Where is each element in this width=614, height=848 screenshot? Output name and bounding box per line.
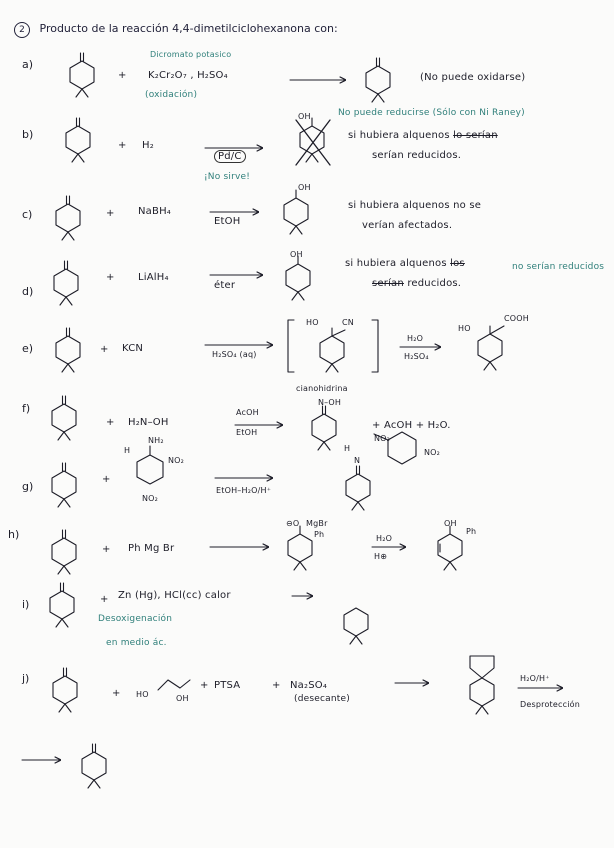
f-cond-top: AcOH [236,408,259,417]
b-product-oh: OH [298,112,311,121]
j-reagent2-note: (desecante) [294,694,350,704]
d-note1: si hubiera alquenos los [345,258,465,269]
g-conditions: EtOH–H₂O/H⁺ [216,486,272,495]
g-plus: + [102,474,111,485]
b-catalyst: Pd/C [214,150,246,163]
h-step2-top: H₂O [376,534,393,543]
c-reactant-structure [56,196,80,240]
d-product-oh: OH [290,250,303,259]
g-reagent-no2-a: NO₂ [168,456,185,465]
d-reagent: LiAlH₄ [138,272,169,283]
e-int-ho: HO [306,318,319,327]
e-product-structure [478,326,502,370]
g-product-no2-a: NO₂ [374,434,391,443]
j-dioxolane-ring [470,656,494,678]
b-note2: serían reducidos. [372,150,462,161]
e-brackets [288,320,378,372]
h-intermediate-structure [288,526,312,570]
f-label: f) [22,402,31,415]
h-int-o: ⊖O [286,519,300,528]
d-reactant-structure [54,261,78,305]
g-product-n: N [354,456,361,465]
a-label: a) [22,58,34,71]
g-product-h: H [344,444,351,453]
i-note1: Desoxigenación [98,614,173,624]
j-diol-chain [158,680,190,690]
h-step2-bottom: H⊕ [374,552,388,561]
a-plus: + [118,70,127,81]
j-label: j) [22,672,30,685]
d-label: d) [22,285,34,298]
j-plus1: + [112,688,121,699]
a-product-structure [366,58,390,102]
f-reagent: H₂N–OH [128,417,169,428]
h-int-ph: Ph [314,530,325,539]
exercise-number: 2 [14,22,30,38]
d-solvent: éter [214,280,236,291]
c-solvent: EtOH [214,216,241,227]
c-product-oh: OH [298,183,311,192]
h-reagent: Ph Mg Br [128,543,175,554]
g-hydrazine-ring [137,446,163,484]
h-reactant-structure [52,530,76,574]
h-int-mgbr: MgBr [306,519,328,528]
e-cn-bond [332,330,345,336]
f-product-structure [312,414,336,450]
e-conditions: H₂SO₄ (aq) [212,350,257,359]
f-product-noh: N–OH [318,398,342,407]
j-reactant-structure [53,668,77,712]
b-label: b) [22,128,34,141]
a-reactant-structure [70,53,94,97]
e-int-name: cianohidrina [296,384,348,393]
c-note1: si hubiera alquenos no se [348,200,482,211]
c-reagent: NaBH₄ [138,206,171,217]
g-label: g) [22,480,34,493]
h-plus: + [102,544,111,555]
b-plus: + [118,140,127,151]
b-note-green: No puede reducirse (Sólo con Ni Raney) [338,108,525,118]
e-step2-top: H₂O [407,334,424,343]
j-plus2: + [200,680,209,691]
e-plus: + [100,344,109,355]
e-reagent: KCN [122,343,144,354]
h-product-structure [438,526,462,570]
i-plus: + [100,594,109,605]
c-label: c) [22,208,33,221]
j-plus3: + [272,680,281,691]
i-reagent: Zn (Hg), HCl(cc) calor [118,590,231,601]
d-plus: + [106,272,115,283]
e-product-ho: HO [458,324,471,333]
d-product-structure [286,256,310,300]
b-reagent: H₂ [142,140,154,151]
c-product-structure [284,190,308,234]
f-plus: + [106,417,115,428]
f-byproducts: + AcOH + H₂O. [372,420,451,431]
a-note: (oxidación) [145,90,198,100]
c-note2: verían afectados. [362,220,453,231]
j-reagent1: PTSA [214,680,241,691]
f-cn-double-bond [323,406,326,414]
c-plus: + [106,208,115,219]
i-label: i) [22,598,30,611]
e-step2-bottom: H₂SO₄ [404,352,429,361]
h-label: h) [8,528,20,541]
e-label: e) [22,342,34,355]
i-product-structure [344,608,368,644]
d-note-green: no serían reducidos [512,262,605,272]
e-int-cn: CN [342,318,354,327]
b-catalyst-note: ¡No sirve! [204,172,251,182]
g-product-no2-b: NO₂ [424,448,441,457]
g-cn-double-bond [357,466,360,474]
title-text: Producto de la reacción 4,4-dimetilciclohexanona con: [39,22,338,35]
j-ketal-structure [470,678,494,714]
j-diol-right: OH [176,694,189,703]
final-product-structure [82,744,106,788]
e-reactant-structure [56,328,80,372]
g-reagent-nh2: NH₂ [148,436,164,445]
b-note1: si hubiera alquenos lo serían [348,130,498,141]
f-cond-bottom: EtOH [236,428,258,437]
j-reagent2: Na₂SO₄ [290,680,328,691]
h-product-ph: Ph [466,527,477,536]
i-reactant-structure [50,583,74,627]
j-diol-left: HO [136,690,149,699]
a-result: (No puede oxidarse) [420,72,526,83]
j-step2-top: H₂O/H⁺ [520,674,550,683]
g-reagent-no2-b: NO₂ [142,494,159,503]
g-product-left-ring [346,474,370,510]
h-product-oh: OH [444,519,457,528]
d-note2: serían reducidos. [372,278,462,289]
e-product-cooh: COOH [504,314,529,323]
a-reagent: K₂Cr₂O₇ , H₂SO₄ [148,70,228,81]
f-reactant-structure [52,396,76,440]
i-note2: en medio ác. [106,638,167,648]
j-step2-bottom: Desprotección [520,700,580,709]
b-reactant-structure [66,118,90,162]
a-reagent-name: Dicromato potasico [150,50,232,59]
g-reactant-structure [52,463,76,507]
e-cooh-bond [490,326,504,334]
e-intermediate-structure [320,328,344,372]
g-reagent-h: H [124,446,131,455]
